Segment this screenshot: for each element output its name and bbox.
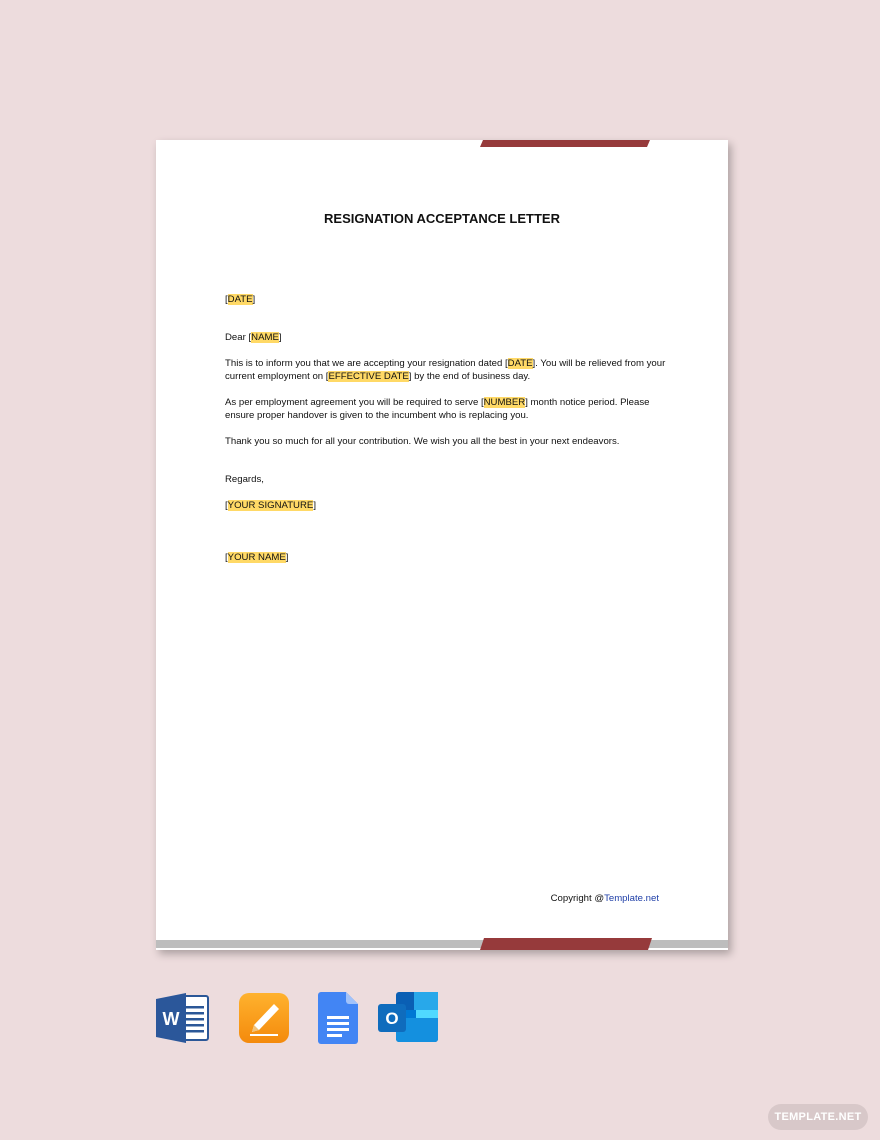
date-line: [DATE] — [225, 294, 256, 305]
outlook-letter: O — [385, 1009, 399, 1028]
document-title: RESIGNATION ACCEPTANCE LETTER — [324, 211, 560, 226]
salutation-line: Dear [NAME] — [225, 332, 282, 343]
your-name-placeholder: YOUR NAME — [227, 552, 286, 563]
template-net-watermark: TEMPLATE.NET — [768, 1104, 868, 1130]
paragraph-2 — [225, 396, 670, 422]
copyright-prefix: Copyright @ — [550, 893, 605, 904]
copyright-notice — [551, 893, 659, 904]
para2-text-b: ] month notice period. Please ensure proper handover is given to the incumbent who is replacing you. — [225, 397, 650, 421]
pages-icon[interactable] — [238, 992, 290, 1044]
your-name-line: [YOUR NAME] — [225, 552, 289, 563]
top-accent-bar — [480, 140, 650, 147]
salutation-text: Dear — [225, 332, 249, 343]
para2-text-a: As per employment agreement you will be required to serve [ — [225, 397, 484, 408]
para1-text-b: ]. You will be relieved from your current employment on [ — [225, 358, 666, 382]
word-icon[interactable] — [156, 993, 210, 1043]
effective-date-placeholder: EFFECTIVE DATE — [328, 371, 409, 382]
name-placeholder: NAME — [251, 332, 279, 343]
signature-placeholder: YOUR SIGNATURE — [227, 500, 314, 511]
signature-line: [YOUR SIGNATURE] — [225, 500, 316, 511]
paragraph-3: Thank you so much for all your contribution. We wish you all the best in your next endeavors. — [225, 436, 620, 447]
number-placeholder: NUMBER — [483, 397, 526, 408]
bottom-accent-bar — [480, 938, 652, 950]
document-page — [156, 140, 728, 950]
copyright-link[interactable]: Template.net — [604, 893, 659, 904]
app-icons-row — [0, 990, 880, 1050]
google-docs-icon[interactable] — [318, 992, 358, 1044]
para1-text-c: ] by the end of business day. — [408, 371, 531, 382]
date-placeholder: DATE — [227, 294, 253, 305]
word-letter: W — [162, 1009, 180, 1029]
closing-line: Regards, — [225, 474, 264, 485]
para1-text-a: This is to inform you that we are accepting your resignation dated [ — [225, 358, 508, 369]
resignation-date-placeholder: DATE — [507, 358, 533, 369]
outlook-icon[interactable] — [378, 992, 440, 1044]
paragraph-1 — [225, 357, 670, 383]
